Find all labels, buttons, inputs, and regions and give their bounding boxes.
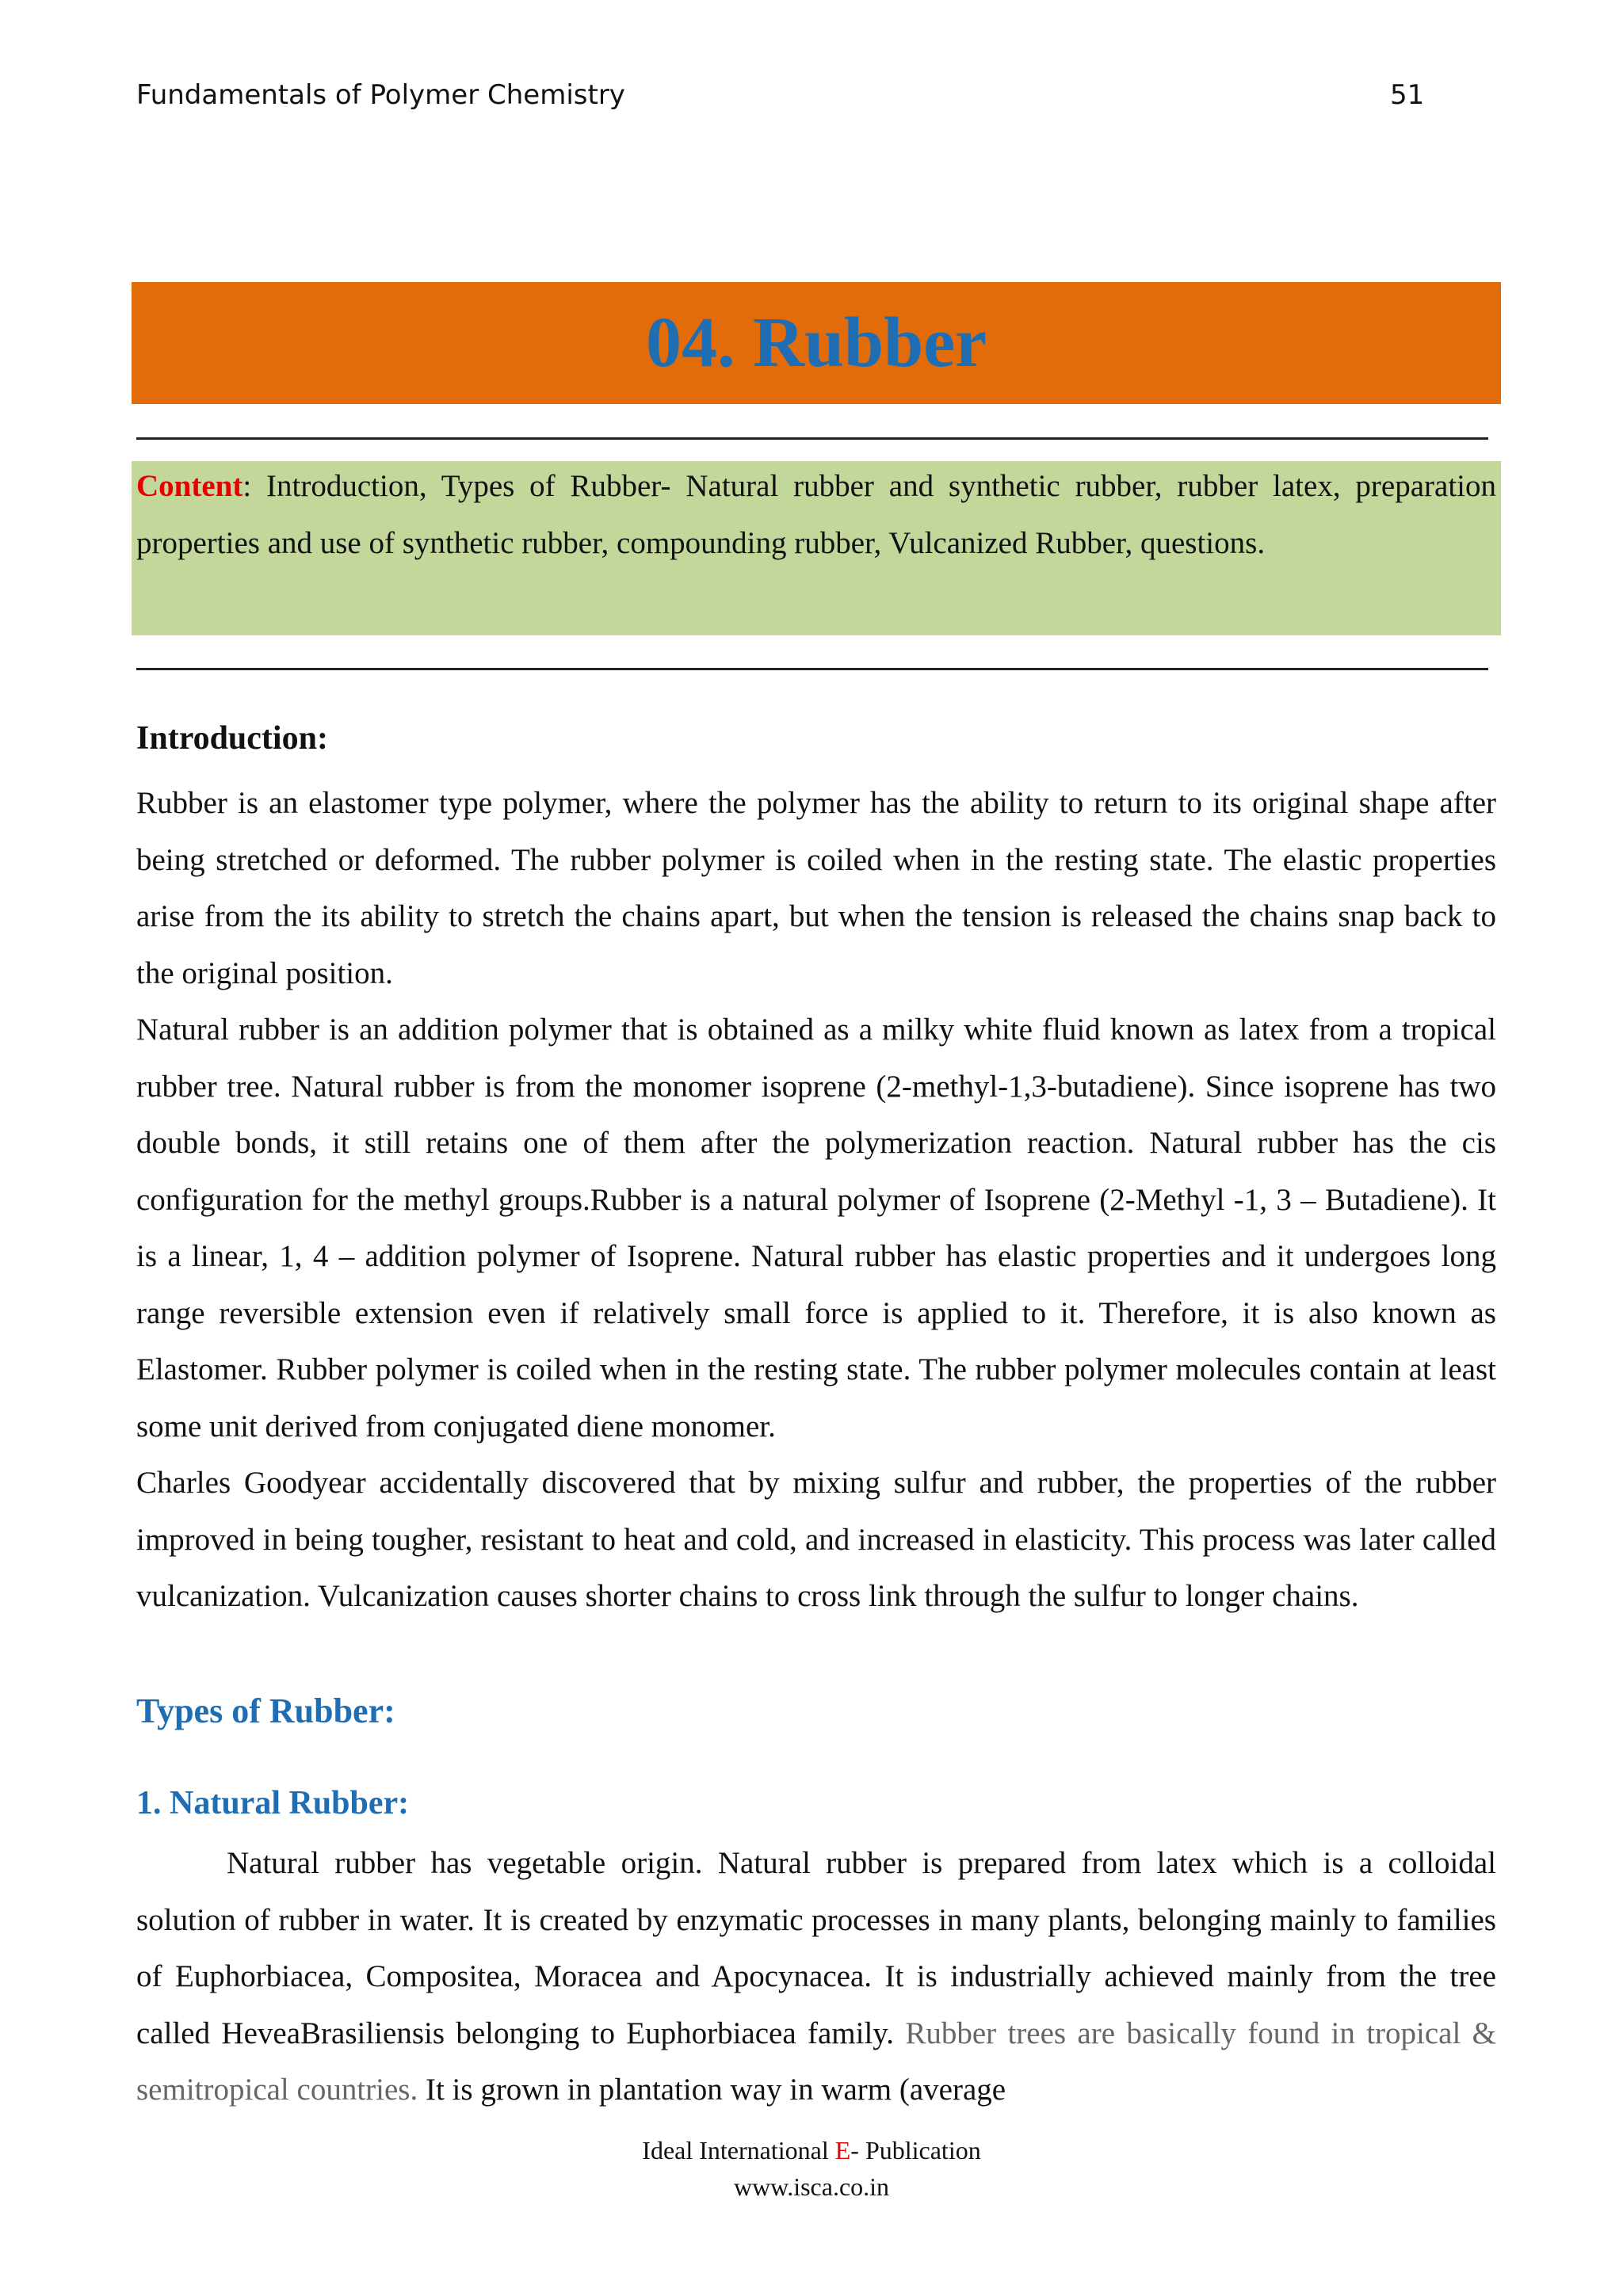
content-summary-text	[136, 458, 1496, 572]
content-list: Introduction, Types of Rubber- Natural rubber and synthetic rubber, rubber latex, preparation properties and use of synthetic rubber, compounding rubber, Vulcanized Rubber, questions.	[136, 469, 1496, 560]
footer-website[interactable]: www.isca.co.in	[733, 2172, 890, 2201]
natural-text-b: It is grown in plantation way in warm (average	[418, 2073, 1006, 2107]
natural-rubber-heading: 1. Natural Rubber:	[136, 1785, 410, 1821]
publisher-part-b: - Publication	[850, 2136, 981, 2164]
intro-paragraph-1: Rubber is an elastomer type polymer, where the polymer has the ability to return to its original shape after being stretched or deformed. The rubber polymer is coiled when in the resting state. The elastic properties arise from the its ability to stretch the chains apart, but when the tension is released the chains snap back to the original position.	[136, 786, 1496, 990]
types-heading: Types of Rubber:	[136, 1691, 395, 1730]
divider-top	[136, 437, 1488, 440]
content-label: Content	[136, 469, 243, 503]
introduction-body	[136, 775, 1496, 1625]
book-title: Fundamentals of Polymer Chemistry	[136, 79, 625, 111]
content-colon: :	[242, 469, 252, 503]
introduction-heading: Introduction:	[136, 720, 328, 757]
publisher-e: E	[834, 2136, 851, 2164]
chapter-banner	[132, 282, 1501, 404]
natural-rubber-paragraph	[136, 1835, 1496, 2119]
chapter-title: 04. Rubber	[645, 303, 987, 382]
natural-rubber-body	[136, 1835, 1496, 2119]
divider-bottom	[136, 668, 1488, 670]
footer-publisher	[0, 2136, 1623, 2165]
natural-text-a: Natural rubber has vegetable origin. Natural rubber is prepared from latex which is a colloidal solution of rubber in water. It is created by enzymatic processes in many plants, belonging mainly to families of Euphorbiacea, Compositea, Moracea and Apocynacea. It is industrially achieved mainly from the tree called HeveaBrasiliensis belonging to Euphorbiacea family.	[136, 1846, 1496, 2050]
natural-text-grey: Rubber trees are basically found in tropical & semitropical countries.	[136, 2016, 1496, 2107]
intro-paragraph-3: Charles Goodyear accidentally discovered that by mixing sulfur and rubber, the properties of the rubber improved in being tougher, resistant to heat and cold, and increased in elasticity. This process was later called vulcanization. Vulcanization causes shorter chains to cross link through the sulfur to longer chains.	[136, 1466, 1496, 1613]
publisher-part-a: Ideal International	[642, 2136, 835, 2164]
page-number: 51	[1390, 79, 1425, 111]
intro-paragraph-2: Natural rubber is an addition polymer that is obtained as a milky white fluid known as latex from a tropical rubber tree. Natural rubber is from the monomer isoprene (2-methyl-1,3-butadiene). Since isoprene has two double bonds, it still retains one of them after the polymerization reaction. Natural rubber has the cis configuration for the methyl groups.Rubber is a natural polymer of Isoprene (2-Methyl -1, 3 – Butadiene). It is a linear, 1, 4 – addition polymer of Isoprene. Natural rubber has elastic properties and it undergoes long range reversible extension even if relatively small force is applied to it. Therefore, it is also known as Elastomer. Rubber polymer is coiled when in the resting state. The rubber polymer molecules contain at least some unit derived from conjugated diene monomer.	[136, 1013, 1496, 1444]
